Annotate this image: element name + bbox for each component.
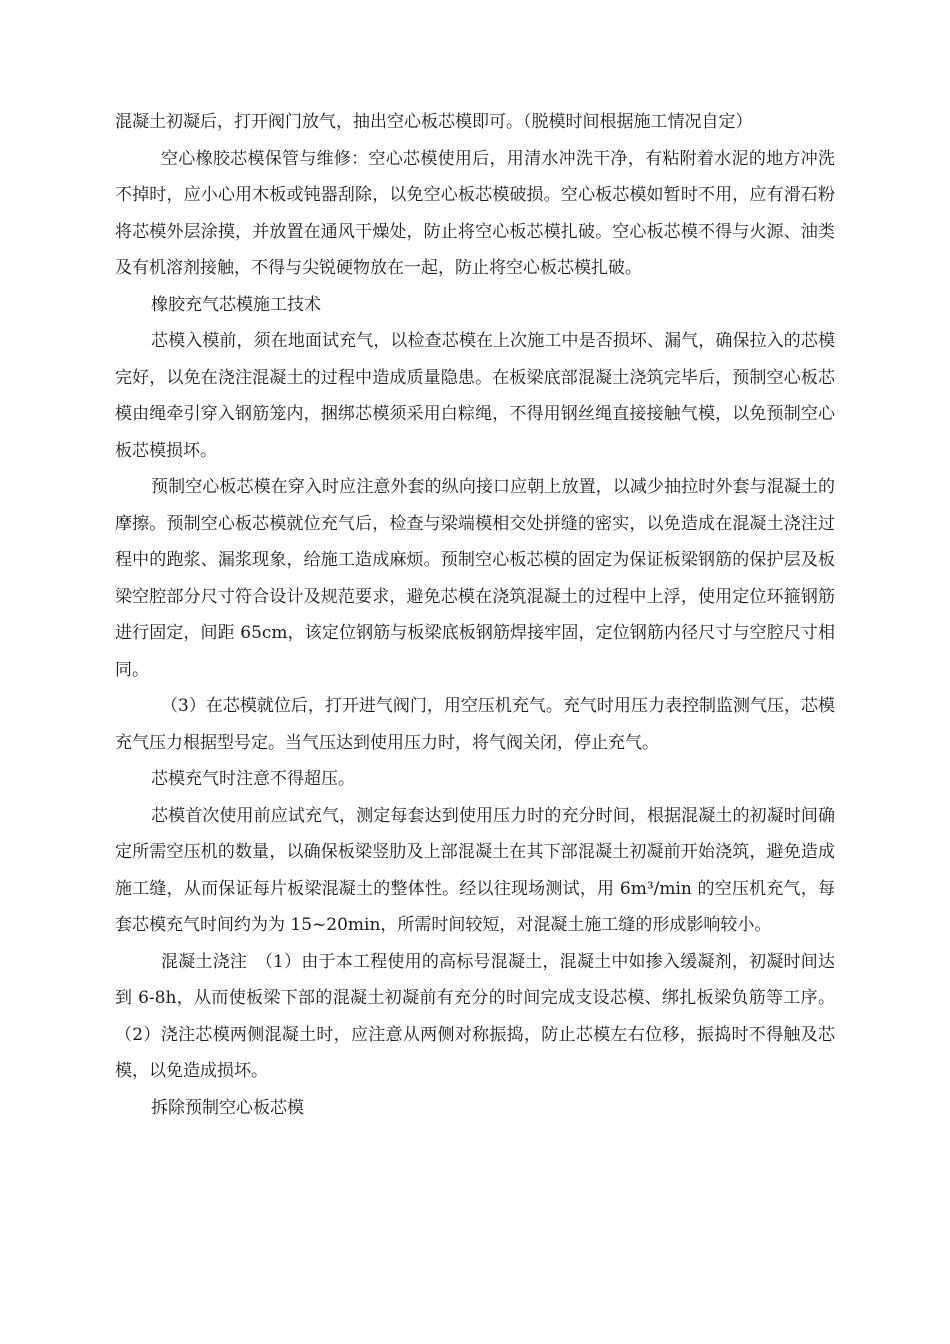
paragraph-pre-insertion-test: 芯模入模前，须在地面试充气，以检查芯模在上次施工中是否损坏、漏气，确保拉入的芯模完好，以免在浇注混凝土的过程中造成质量隐患。在板梁底部混凝土浇筑完毕后，预制空心板芯模由绳牵引穿入钢筋笼内，捆绑芯模须采用白粽绳，不得用钢丝绳直接接触气模，以免预制空心板芯模损坏。: [115, 331, 835, 461]
paragraph-core-mold-positioning: 预制空心板芯模在穿入时应注意外套的纵向接口应朝上放置，以减少抽拉时外套与混凝土的摩擦。预制空心板芯模就位充气后，检查与梁端模相交处拼缝的密实，以免造成在混凝土浇注过程中的跑浆、漏浆现象，给施工造成麻烦。预制空心板芯模的固定为保证板梁钢筋的保护层及板梁空腔部分尺寸符合设计及规范要求，避免芯模在浇筑混凝土的过程中上浮，使用定位环箍钢筋进行固定，间距 65cm，该定位钢筋与板梁底板钢筋焊接牢固，定位钢筋内径尺寸与空腔尺寸相同。: [115, 477, 835, 680]
document-page: [115, 104, 835, 1126]
section-heading-remove-core-mold: 拆除预制空心板芯模: [151, 1097, 304, 1118]
paragraph-inflation-step-3: （3）在芯模就位后，打开进气阀门，用空压机充气。充气时用压力表控制监测气压，芯模充气压力根据型号定。当气压达到使用压力时，将气阀关闭，停止充气。: [115, 696, 835, 753]
paragraph-first-use-inflation: 芯模首次使用前应试充气，测定每套达到使用压力时的充分时间，根据混凝土的初凝时间确定所需空压机的数量，以确保板梁竖肋及上部混凝土在其下部混凝土初凝前开始浇筑，避免造成施工缝，从而保证每片板梁混凝土的整体性。经以往现场测试，用 6m³/min 的空压机充气，每套芯模充气时间约为为 15~20min，所需时间较短，对混凝土施工缝的形成影响较小。: [115, 805, 835, 935]
paragraph-concrete-pouring: 混凝土浇注 （1）由于本工程使用的高标号混凝土，混凝土中如掺入缓凝剂，初凝时间达到 6-8h，从而使板梁下部的混凝土初凝前有充分的时间完成支设芯模、绑扎板梁负筋等工序。（2）浇注芯模两侧混凝土时，应注意从两侧对称振捣，防止芯模左右位移，振捣时不得触及芯模，以免造成损坏。: [115, 951, 835, 1081]
paragraph-core-mold-maintenance: 空心橡胶芯模保管与维修：空心芯模使用后，用清水冲洗干净，有粘附着水泥的地方冲洗不掉时，应小心用木板或钝器刮除，以免空心板芯模破损。空心板芯模如暂时不用，应有滑石粉将芯模外层涂摸，并放置在通风干燥处，防止将空心板芯模扎破。空心板芯模不得与火源、油类及有机溶剂接触，不得与尖锐硬物放在一起，防止将空心板芯模扎破。: [115, 148, 835, 278]
paragraph-overpressure-warning: 芯模充气时注意不得超压。: [151, 769, 355, 789]
paragraph-demolding: 混凝土初凝后，打开阀门放气，抽出空心板芯模即可。（脱模时间根据施工情况自定）: [115, 112, 753, 132]
section-heading-inflatable-core-mold: 橡胶充气芯模施工技术: [151, 294, 321, 315]
